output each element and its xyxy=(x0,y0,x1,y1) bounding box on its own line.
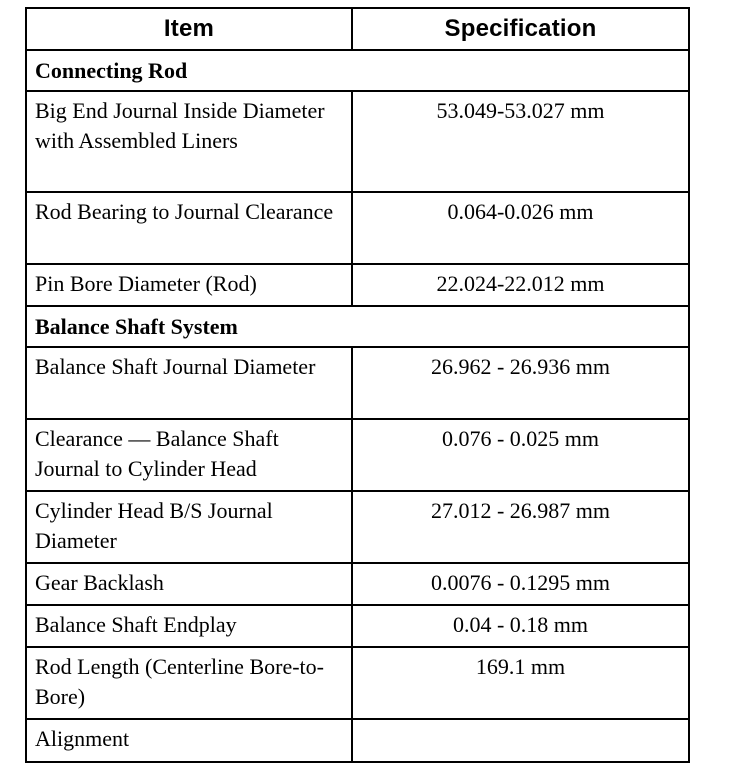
row-item: Balance Shaft Endplay xyxy=(26,605,352,647)
row-item: Rod Bearing to Journal Clearance xyxy=(26,192,352,264)
table-row xyxy=(26,491,689,563)
table-row xyxy=(26,91,689,192)
row-spec xyxy=(352,719,689,762)
table-row xyxy=(26,347,689,419)
row-spec: 53.049-53.027 mm xyxy=(352,91,689,192)
row-item: Rod Length (Centerline Bore-to-Bore) xyxy=(26,647,352,719)
row-spec: 0.064-0.026 mm xyxy=(352,192,689,264)
section-row-connecting-rod xyxy=(26,50,689,91)
specification-table xyxy=(25,7,690,763)
table-row xyxy=(26,605,689,647)
row-item: Big End Journal Inside Diameter with Assembled Liners xyxy=(26,91,352,192)
row-spec: 22.024-22.012 mm xyxy=(352,264,689,306)
section-title: Balance Shaft System xyxy=(26,306,689,347)
row-spec: 26.962 - 26.936 mm xyxy=(352,347,689,419)
row-item: Clearance — Balance Shaft Journal to Cylinder Head xyxy=(26,419,352,491)
table-row xyxy=(26,192,689,264)
row-spec: 169.1 mm xyxy=(352,647,689,719)
row-item: Pin Bore Diameter (Rod) xyxy=(26,264,352,306)
row-item: Balance Shaft Journal Diameter xyxy=(26,347,352,419)
header-item: Item xyxy=(26,8,352,50)
table-row xyxy=(26,563,689,605)
section-title: Connecting Rod xyxy=(26,50,689,91)
header-specification: Specification xyxy=(352,8,689,50)
row-item: Alignment xyxy=(26,719,352,762)
row-item: Cylinder Head B/S Journal Diameter xyxy=(26,491,352,563)
table-header-row xyxy=(26,8,689,50)
row-spec: 0.076 - 0.025 mm xyxy=(352,419,689,491)
section-row-balance-shaft-system xyxy=(26,306,689,347)
table-row xyxy=(26,419,689,491)
table-row xyxy=(26,264,689,306)
table-row xyxy=(26,719,689,762)
row-spec: 0.04 - 0.18 mm xyxy=(352,605,689,647)
row-spec: 0.0076 - 0.1295 mm xyxy=(352,563,689,605)
table-row xyxy=(26,647,689,719)
row-item: Gear Backlash xyxy=(26,563,352,605)
row-spec: 27.012 - 26.987 mm xyxy=(352,491,689,563)
